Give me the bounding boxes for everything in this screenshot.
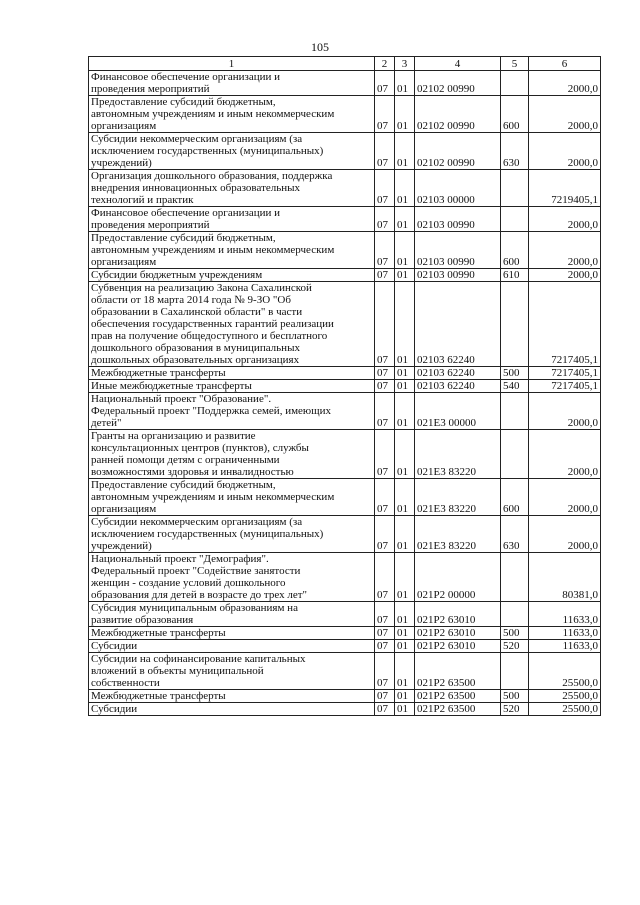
target-article-cell: 02102 00990 [415, 71, 501, 96]
expense-type-cell: 630 [501, 133, 529, 170]
target-article-cell: 021E3 83220 [415, 479, 501, 516]
section-code-cell: 07 [375, 703, 395, 716]
row-name-line: образовании в Сахалинской области" в части [91, 306, 303, 318]
row-name-line: Межбюджетные трансферты [91, 367, 226, 379]
row-name-line: Субвенция на реализацию Закона Сахалинской [91, 282, 312, 294]
amount-cell: 2000,0 [529, 71, 601, 96]
section-code-cell: 07 [375, 602, 395, 627]
target-article-cell: 02102 00990 [415, 96, 501, 133]
amount-cell: 25500,0 [529, 703, 601, 716]
expense-type-cell: 500 [501, 627, 529, 640]
amount-cell: 2000,0 [529, 133, 601, 170]
amount-cell: 2000,0 [529, 232, 601, 269]
amount-cell: 7217405,1 [529, 282, 601, 367]
amount-cell: 25500,0 [529, 690, 601, 703]
subsection-code-cell: 01 [395, 282, 415, 367]
table-row [89, 627, 601, 640]
column-header: 6 [529, 57, 601, 71]
section-code-cell: 07 [375, 640, 395, 653]
target-article-cell: 021E3 83220 [415, 516, 501, 553]
row-name-line: женщин - создание условий дошкольного [91, 577, 286, 589]
table-row [89, 653, 601, 690]
amount-cell: 7219405,1 [529, 170, 601, 207]
row-name-cell [89, 690, 375, 703]
amount-cell: 2000,0 [529, 479, 601, 516]
column-header: 5 [501, 57, 529, 71]
subsection-code-cell: 01 [395, 232, 415, 269]
subsection-code-cell: 01 [395, 479, 415, 516]
subsection-code-cell: 01 [395, 367, 415, 380]
row-name-cell [89, 282, 375, 367]
row-name-cell [89, 71, 375, 96]
row-name-line: исключением государственных (муниципальных) [91, 528, 324, 540]
row-name-cell [89, 640, 375, 653]
target-article-cell: 021E3 00000 [415, 393, 501, 430]
table-row [89, 516, 601, 553]
row-name-cell [89, 380, 375, 393]
section-code-cell: 07 [375, 71, 395, 96]
section-code-cell: 07 [375, 282, 395, 367]
row-name-line: Организация дошкольного образования, поддержка [91, 170, 333, 182]
target-article-cell: 02103 00990 [415, 269, 501, 282]
amount-cell: 2000,0 [529, 430, 601, 479]
row-name-line: Федеральный проект "Содействие занятости [91, 565, 301, 577]
amount-cell: 2000,0 [529, 96, 601, 133]
row-name-line: Субсидия муниципальным образованиям на [91, 602, 298, 614]
row-name-cell [89, 479, 375, 516]
expense-type-cell [501, 553, 529, 602]
table-row [89, 207, 601, 232]
row-name-line: вложений в объекты муниципальной [91, 665, 264, 677]
table-row [89, 170, 601, 207]
expense-type-cell [501, 282, 529, 367]
row-name-cell [89, 170, 375, 207]
row-name-line: автономным учреждениям и иным некоммерческим [91, 244, 335, 256]
table-row [89, 703, 601, 716]
table-row [89, 553, 601, 602]
amount-cell: 2000,0 [529, 393, 601, 430]
row-name-line: проведения мероприятий [91, 219, 210, 231]
table-row [89, 367, 601, 380]
section-code-cell: 07 [375, 690, 395, 703]
table-row [89, 602, 601, 627]
amount-cell: 11633,0 [529, 602, 601, 627]
expense-type-cell: 500 [501, 367, 529, 380]
target-article-cell: 021P2 63010 [415, 640, 501, 653]
row-name-line: проведения мероприятий [91, 83, 210, 95]
expense-type-cell [501, 393, 529, 430]
column-header: 4 [415, 57, 501, 71]
row-name-line: организациям [91, 256, 157, 268]
row-name-line: Субсидии некоммерческим организациям (за [91, 133, 303, 145]
subsection-code-cell: 01 [395, 602, 415, 627]
subsection-code-cell: 01 [395, 393, 415, 430]
row-name-line: образования для детей в возрасте до трех лет" [91, 589, 308, 601]
subsection-code-cell: 01 [395, 380, 415, 393]
subsection-code-cell: 01 [395, 690, 415, 703]
expense-type-cell [501, 602, 529, 627]
section-code-cell: 07 [375, 653, 395, 690]
row-name-line: возможностями здоровья и инвалидностью [91, 466, 294, 478]
page-number: 105 [311, 40, 329, 54]
target-article-cell: 021E3 83220 [415, 430, 501, 479]
expense-type-cell: 520 [501, 640, 529, 653]
table-row [89, 393, 601, 430]
subsection-code-cell: 01 [395, 516, 415, 553]
section-code-cell: 07 [375, 170, 395, 207]
target-article-cell: 021P2 00000 [415, 553, 501, 602]
row-name-line: Субсидии [91, 640, 138, 652]
expense-type-cell: 610 [501, 269, 529, 282]
expense-type-cell [501, 170, 529, 207]
row-name-line: Межбюджетные трансферты [91, 627, 226, 639]
expense-type-cell [501, 653, 529, 690]
amount-cell: 2000,0 [529, 516, 601, 553]
section-code-cell: 07 [375, 232, 395, 269]
expense-type-cell: 600 [501, 96, 529, 133]
row-name-cell [89, 602, 375, 627]
section-code-cell: 07 [375, 430, 395, 479]
target-article-cell: 02103 00000 [415, 170, 501, 207]
expense-type-cell [501, 207, 529, 232]
row-name-line: детей" [91, 417, 122, 429]
target-article-cell: 021P2 63010 [415, 602, 501, 627]
expense-type-cell: 520 [501, 703, 529, 716]
section-code-cell: 07 [375, 380, 395, 393]
target-article-cell: 02103 00990 [415, 232, 501, 269]
row-name-line: Национальный проект "Образование". [91, 393, 272, 405]
subsection-code-cell: 01 [395, 269, 415, 282]
amount-cell: 11633,0 [529, 640, 601, 653]
table-row [89, 690, 601, 703]
row-name-cell [89, 96, 375, 133]
row-name-line: учреждений) [91, 157, 152, 169]
row-name-line: учреждений) [91, 540, 152, 552]
table-row [89, 282, 601, 367]
row-name-line: дошкольного образования в муниципальных [91, 342, 300, 354]
expense-type-cell: 600 [501, 232, 529, 269]
amount-cell: 7217405,1 [529, 380, 601, 393]
table-row [89, 133, 601, 170]
row-name-cell [89, 430, 375, 479]
row-name-cell [89, 367, 375, 380]
row-name-line: обеспечения государственных гарантий реализации [91, 318, 334, 330]
expense-type-cell: 500 [501, 690, 529, 703]
row-name-line: Гранты на организацию и развитие [91, 430, 256, 442]
row-name-line: собственности [91, 677, 160, 689]
section-code-cell: 07 [375, 367, 395, 380]
amount-cell: 80381,0 [529, 553, 601, 602]
section-code-cell: 07 [375, 96, 395, 133]
row-name-line: Субсидии некоммерческим организациям (за [91, 516, 303, 528]
target-article-cell: 021P2 63500 [415, 653, 501, 690]
row-name-line: Предоставление субсидий бюджетным, [91, 96, 276, 108]
subsection-code-cell: 01 [395, 170, 415, 207]
target-article-cell: 02103 00990 [415, 207, 501, 232]
table-row [89, 71, 601, 96]
section-code-cell: 07 [375, 516, 395, 553]
row-name-cell [89, 393, 375, 430]
row-name-line: ранней помощи детям с ограниченными [91, 454, 280, 466]
row-name-line: прав на получение общедоступного и бесплатного [91, 330, 328, 342]
row-name-line: Иные межбюджетные трансферты [91, 380, 252, 392]
row-name-line: автономным учреждениям и иным некоммерческим [91, 491, 335, 503]
amount-cell: 7217405,1 [529, 367, 601, 380]
row-name-line: организациям [91, 120, 157, 132]
row-name-cell [89, 133, 375, 170]
target-article-cell: 02102 00990 [415, 133, 501, 170]
section-code-cell: 07 [375, 269, 395, 282]
row-name-line: организациям [91, 503, 157, 515]
amount-cell: 2000,0 [529, 269, 601, 282]
row-name-cell [89, 207, 375, 232]
budget-table [88, 56, 601, 716]
section-code-cell: 07 [375, 133, 395, 170]
table-row [89, 640, 601, 653]
target-article-cell: 02103 62240 [415, 380, 501, 393]
subsection-code-cell: 01 [395, 133, 415, 170]
expense-type-cell: 600 [501, 479, 529, 516]
row-name-cell [89, 269, 375, 282]
table-row [89, 479, 601, 516]
subsection-code-cell: 01 [395, 430, 415, 479]
row-name-line: консультационных центров (пунктов), службы [91, 442, 309, 454]
row-name-line: внедрения инновационных образовательных [91, 182, 301, 194]
subsection-code-cell: 01 [395, 207, 415, 232]
table-header-row [89, 57, 601, 71]
amount-cell: 11633,0 [529, 627, 601, 640]
row-name-line: Федеральный проект "Поддержка семей, имеющих [91, 405, 332, 417]
section-code-cell: 07 [375, 393, 395, 430]
table-row [89, 380, 601, 393]
row-name-line: Предоставление субсидий бюджетным, [91, 479, 276, 491]
row-name-cell [89, 516, 375, 553]
subsection-code-cell: 01 [395, 703, 415, 716]
row-name-line: Субсидии на софинансирование капитальных [91, 653, 306, 665]
subsection-code-cell: 01 [395, 96, 415, 133]
row-name-cell [89, 553, 375, 602]
table-row [89, 96, 601, 133]
target-article-cell: 021P2 63010 [415, 627, 501, 640]
target-article-cell: 02103 62240 [415, 367, 501, 380]
expense-type-cell [501, 430, 529, 479]
subsection-code-cell: 01 [395, 71, 415, 96]
row-name-cell [89, 627, 375, 640]
column-header: 3 [395, 57, 415, 71]
section-code-cell: 07 [375, 207, 395, 232]
row-name-cell [89, 703, 375, 716]
row-name-line: автономным учреждениям и иным некоммерческим [91, 108, 335, 120]
target-article-cell: 021P2 63500 [415, 703, 501, 716]
subsection-code-cell: 01 [395, 553, 415, 602]
row-name-line: области от 18 марта 2014 года № 9-ЗО "Об [91, 294, 291, 306]
target-article-cell: 021P2 63500 [415, 690, 501, 703]
subsection-code-cell: 01 [395, 627, 415, 640]
row-name-cell [89, 653, 375, 690]
row-name-line: развитие образования [91, 614, 194, 626]
row-name-line: дошкольных образовательных организациях [91, 354, 300, 366]
expense-type-cell: 630 [501, 516, 529, 553]
row-name-cell [89, 232, 375, 269]
row-name-line: Субсидии [91, 703, 138, 715]
row-name-line: Финансовое обеспечение организации и [91, 207, 280, 219]
target-article-cell: 02103 62240 [415, 282, 501, 367]
subsection-code-cell: 01 [395, 653, 415, 690]
row-name-line: Межбюджетные трансферты [91, 690, 226, 702]
table-row [89, 232, 601, 269]
row-name-line: Финансовое обеспечение организации и [91, 71, 280, 83]
row-name-line: технологий и практик [91, 194, 194, 206]
row-name-line: Национальный проект "Демография". [91, 553, 269, 565]
row-name-line: Субсидии бюджетным учреждениям [91, 269, 263, 281]
amount-cell: 25500,0 [529, 653, 601, 690]
section-code-cell: 07 [375, 553, 395, 602]
column-header: 2 [375, 57, 395, 71]
table-row [89, 269, 601, 282]
expense-type-cell [501, 71, 529, 96]
expense-type-cell: 540 [501, 380, 529, 393]
table-row [89, 430, 601, 479]
row-name-line: Предоставление субсидий бюджетным, [91, 232, 276, 244]
section-code-cell: 07 [375, 479, 395, 516]
amount-cell: 2000,0 [529, 207, 601, 232]
section-code-cell: 07 [375, 627, 395, 640]
row-name-line: исключением государственных (муниципальных) [91, 145, 324, 157]
subsection-code-cell: 01 [395, 640, 415, 653]
column-header: 1 [89, 57, 375, 71]
